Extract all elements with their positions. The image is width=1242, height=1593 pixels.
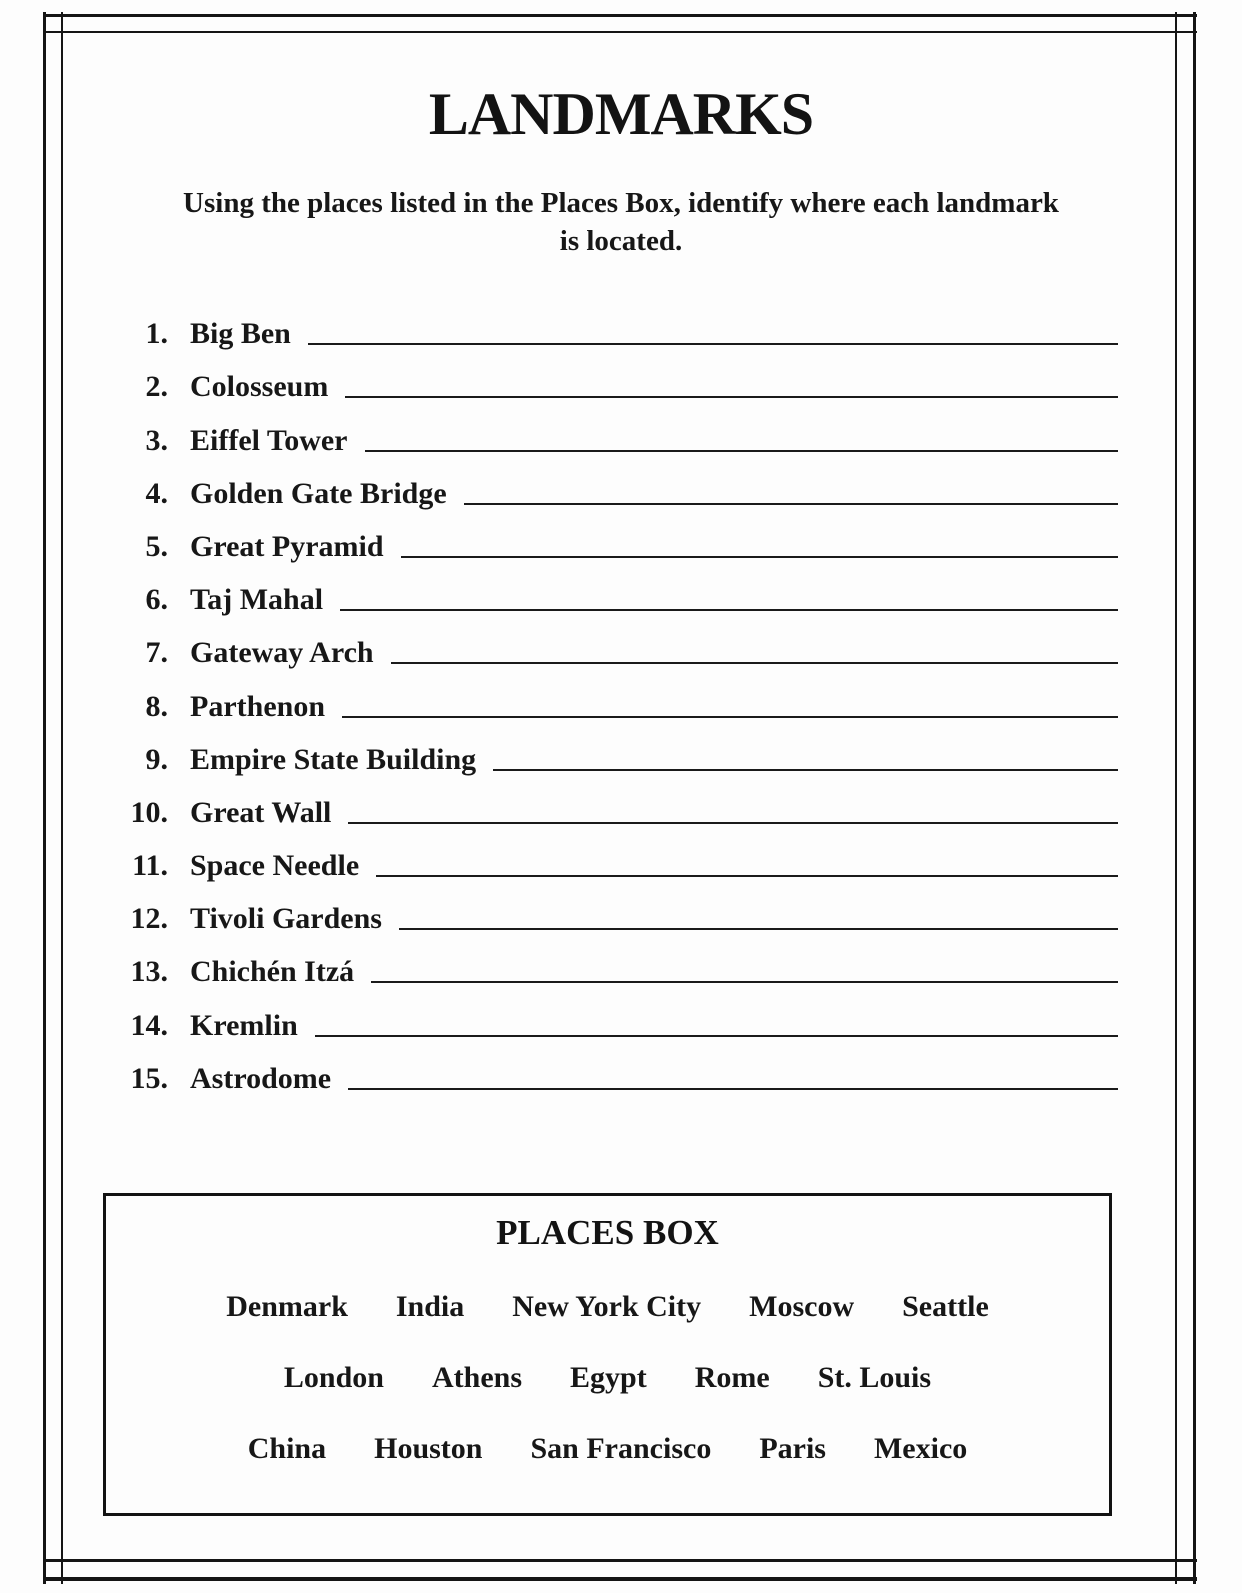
place-item: Mexico <box>873 1432 968 1465</box>
landmark-number: 14. <box>130 1008 168 1042</box>
landmark-label: Space Needle <box>190 849 360 883</box>
answer-line[interactable] <box>371 981 1118 983</box>
answer-line[interactable] <box>493 769 1118 771</box>
landmark-label: Golden Gate Bridge <box>190 476 447 510</box>
page-title: LANDMARKS <box>428 81 814 147</box>
place-item: Houston <box>374 1432 483 1465</box>
instructions-line-2: is located. <box>559 225 683 257</box>
answer-line[interactable] <box>342 716 1118 718</box>
page-border-line <box>1175 12 1177 1584</box>
landmark-label: Eiffel Tower <box>190 423 348 457</box>
places-row <box>106 1431 1109 1467</box>
answer-line[interactable] <box>399 928 1118 930</box>
landmark-row <box>120 459 1118 512</box>
answer-line[interactable] <box>315 1035 1118 1037</box>
answer-line[interactable] <box>376 875 1118 877</box>
instructions <box>70 184 1172 260</box>
landmark-label: Chichén Itzá <box>190 955 355 989</box>
answer-line[interactable] <box>464 503 1118 505</box>
places-row <box>106 1289 1109 1325</box>
landmark-number: 15. <box>130 1061 168 1095</box>
landmark-list <box>120 299 1118 1097</box>
landmark-number: 12. <box>130 902 168 936</box>
places-box <box>103 1193 1112 1516</box>
page-border-line <box>43 1559 1197 1562</box>
landmark-number: 2. <box>145 370 168 404</box>
landmark-label: Colosseum <box>190 370 329 404</box>
place-item: Seattle <box>902 1290 989 1323</box>
landmark-number: 5. <box>145 529 168 563</box>
place-item: Paris <box>759 1432 826 1465</box>
landmark-label: Great Pyramid <box>190 529 384 563</box>
page-border-line <box>43 31 1197 33</box>
landmark-label: Kremlin <box>190 1008 298 1042</box>
page-border-line <box>43 14 1197 17</box>
place-item: Rome <box>694 1361 770 1394</box>
page-border-line <box>61 12 63 1584</box>
answer-line[interactable] <box>401 556 1118 558</box>
landmark-row <box>120 990 1118 1043</box>
answer-line[interactable] <box>345 396 1118 398</box>
landmark-number: 11. <box>132 849 168 883</box>
landmark-label: Taj Mahal <box>190 583 324 617</box>
landmark-number: 4. <box>145 476 168 510</box>
landmark-row <box>120 725 1118 778</box>
place-item: China <box>247 1432 327 1465</box>
answer-line[interactable] <box>308 343 1118 345</box>
place-item: London <box>283 1361 384 1394</box>
place-item: New York City <box>512 1290 702 1323</box>
landmark-number: 8. <box>145 689 168 723</box>
answer-line[interactable] <box>365 450 1119 452</box>
landmark-row <box>120 1044 1118 1097</box>
place-item: Athens <box>432 1361 523 1394</box>
landmark-number: 13. <box>130 955 168 989</box>
instructions-line-1: Using the places listed in the Places Box, identify where each landmark <box>183 187 1059 219</box>
landmark-row <box>120 299 1118 352</box>
landmark-label: Big Ben <box>190 317 291 351</box>
place-item: Egypt <box>570 1361 647 1394</box>
landmark-label: Astrodome <box>190 1061 332 1095</box>
answer-line[interactable] <box>348 822 1118 824</box>
landmark-number: 1. <box>145 317 168 351</box>
landmark-row <box>120 512 1118 565</box>
landmark-label: Empire State Building <box>190 742 477 776</box>
place-item: Moscow <box>749 1290 855 1323</box>
landmark-row <box>120 671 1118 724</box>
landmark-row <box>120 778 1118 831</box>
landmark-row <box>120 405 1118 458</box>
landmark-row <box>120 352 1118 405</box>
answer-line[interactable] <box>340 609 1118 611</box>
landmark-row <box>120 618 1118 671</box>
page-border-line <box>1193 12 1196 1584</box>
landmark-label: Parthenon <box>190 689 325 723</box>
landmark-number: 3. <box>145 423 168 457</box>
landmark-row <box>120 565 1118 618</box>
landmark-row <box>120 884 1118 937</box>
page-border-line <box>43 1577 1197 1581</box>
landmark-number: 10. <box>130 795 168 829</box>
landmark-label: Great Wall <box>190 795 332 829</box>
landmark-number: 6. <box>145 583 168 617</box>
answer-line[interactable] <box>348 1088 1118 1090</box>
places-row <box>106 1360 1109 1396</box>
place-item: India <box>395 1290 465 1323</box>
place-item: Denmark <box>226 1290 348 1323</box>
page-border-line <box>43 12 46 1584</box>
answer-line[interactable] <box>391 662 1118 664</box>
place-item: San Francisco <box>530 1432 712 1465</box>
place-item: St. Louis <box>817 1361 932 1394</box>
landmark-number: 9. <box>145 742 168 776</box>
landmark-row <box>120 937 1118 990</box>
landmark-label: Tivoli Gardens <box>190 902 382 936</box>
landmark-row <box>120 831 1118 884</box>
places-rows <box>106 1289 1109 1467</box>
places-box-title: PLACES BOX <box>496 1213 719 1252</box>
landmark-label: Gateway Arch <box>190 636 374 670</box>
landmark-number: 7. <box>145 636 168 670</box>
